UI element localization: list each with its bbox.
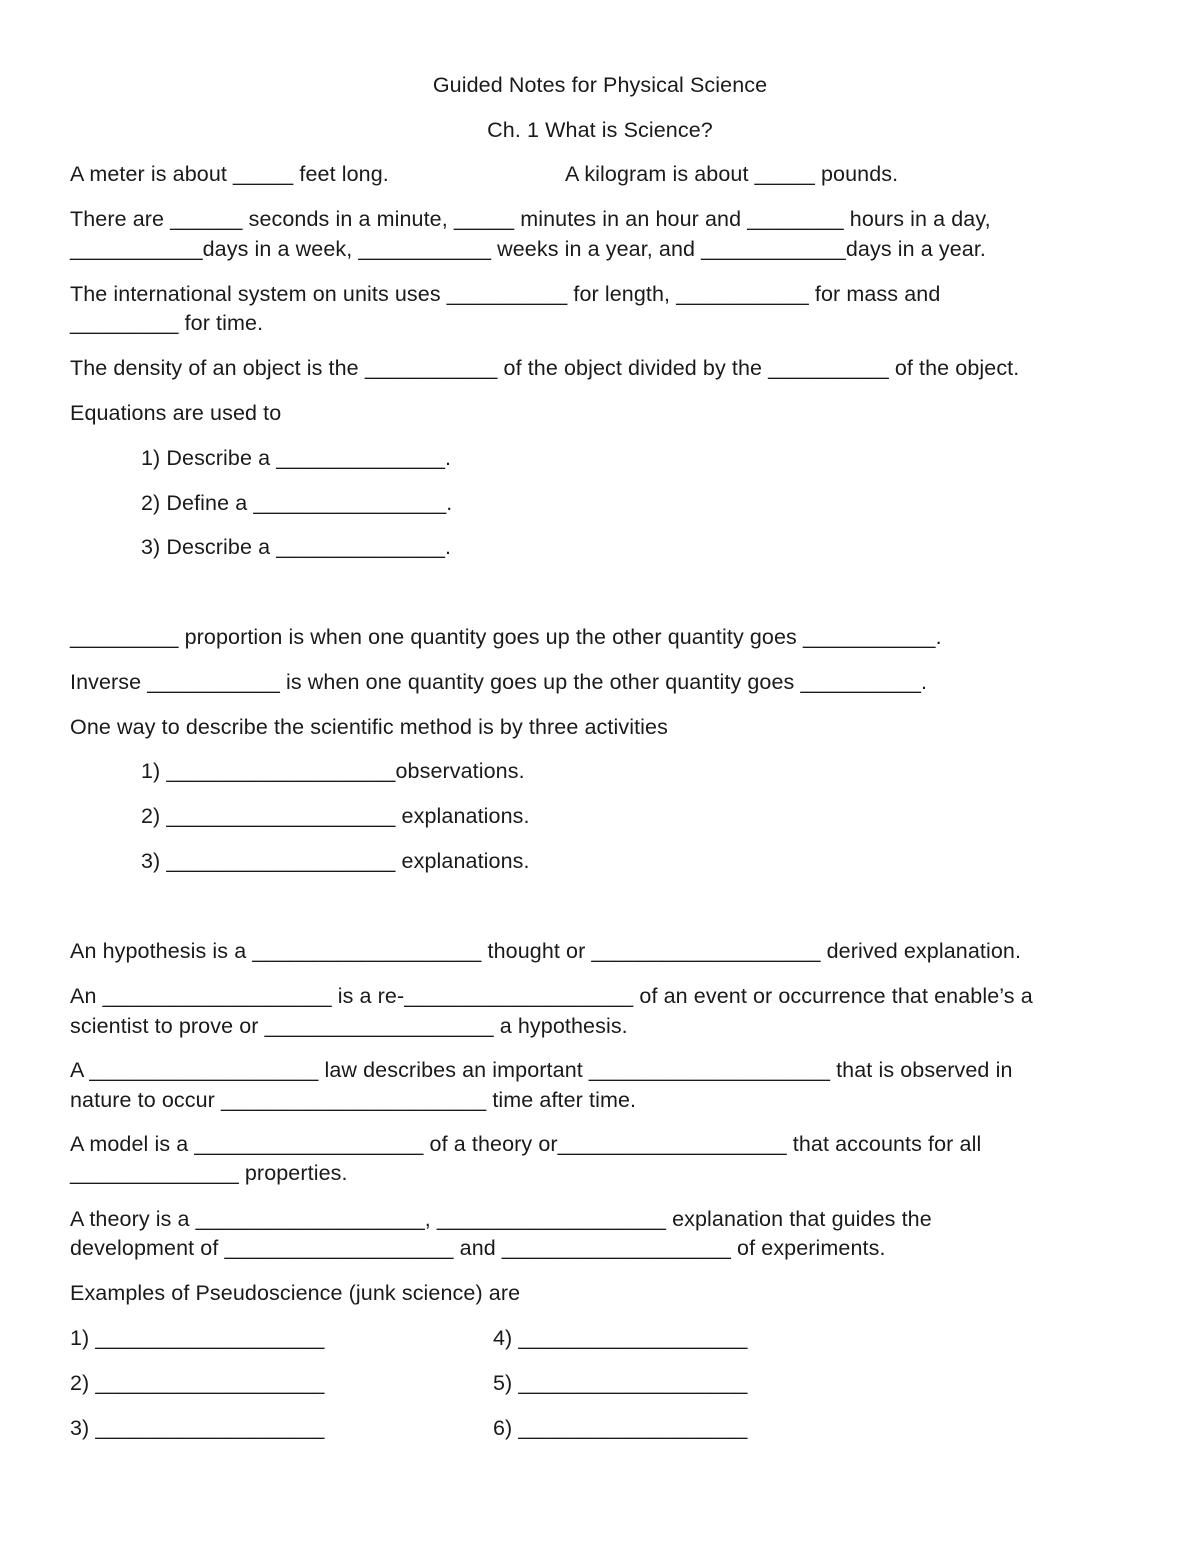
method-item: 1) ___________________observations. [141,759,525,783]
experiment-line-1: An ___________________ is a re-___________________ of an event or occurrence that enable’s a [70,984,1033,1008]
time-question-line-1: There are ______ seconds in a minute, _____ minutes in an hour and ________ hours in a day, [70,207,991,231]
pseudoscience-item: 5) ___________________ [493,1371,748,1395]
direct-proportion-question: _________ proportion is when one quantity goes up the other quantity goes ___________. [70,625,942,649]
theory-line-1: A theory is a ___________________, ___________________ explanation that guides the [70,1207,932,1231]
hypothesis-question: An hypothesis is a ___________________ thought or ___________________ derived explanation. [70,939,1022,963]
si-units-line-1: The international system on units uses __________ for length, ___________ for mass and [70,282,941,306]
inverse-proportion-question: Inverse ___________ is when one quantity goes up the other quantity goes __________. [70,670,928,694]
law-line-1: A ___________________ law describes an important ____________________ that is observed in [70,1058,1013,1082]
law-line-2: nature to occur ______________________ time after time. [70,1088,637,1112]
pseudoscience-item: 2) ___________________ [70,1371,325,1395]
equation-item: 2) Define a ________________. [141,491,453,515]
equation-item: 3) Describe a ______________. [141,535,452,559]
equations-intro: Equations are used to [70,401,282,425]
scientific-method-intro: One way to describe the scientific method is by three activities [70,715,668,739]
method-item: 3) ___________________ explanations. [141,849,530,873]
worksheet-title: Guided Notes for Physical Science [432,73,768,97]
theory-line-2: development of ___________________ and ___________________ of experiments. [70,1236,886,1260]
chapter-heading: Ch. 1 What is Science? [487,118,713,142]
pseudoscience-item: 1) ___________________ [70,1326,325,1350]
pseudoscience-item: 3) ___________________ [70,1416,325,1440]
equation-item: 1) Describe a ______________. [141,446,452,470]
model-line-1: A model is a ___________________ of a theory or___________________ that accounts for all [70,1132,982,1156]
time-question-line-2: ___________days in a week, ___________ weeks in a year, and ____________days in a year. [70,237,987,261]
pseudoscience-item: 4) ___________________ [493,1326,748,1350]
si-units-line-2: _________ for time. [70,311,264,335]
kilogram-question: A kilogram is about _____ pounds. [565,162,899,186]
model-line-2: ______________ properties. [70,1161,348,1185]
density-question: The density of an object is the ___________ of the object divided by the __________ of the object. [70,356,1020,380]
experiment-line-2: scientist to prove or ___________________ a hypothesis. [70,1014,628,1038]
pseudoscience-item: 6) ___________________ [493,1416,748,1440]
pseudoscience-intro: Examples of Pseudoscience (junk science) are [70,1281,521,1305]
meter-question: A meter is about _____ feet long. [70,162,389,186]
method-item: 2) ___________________ explanations. [141,804,530,828]
